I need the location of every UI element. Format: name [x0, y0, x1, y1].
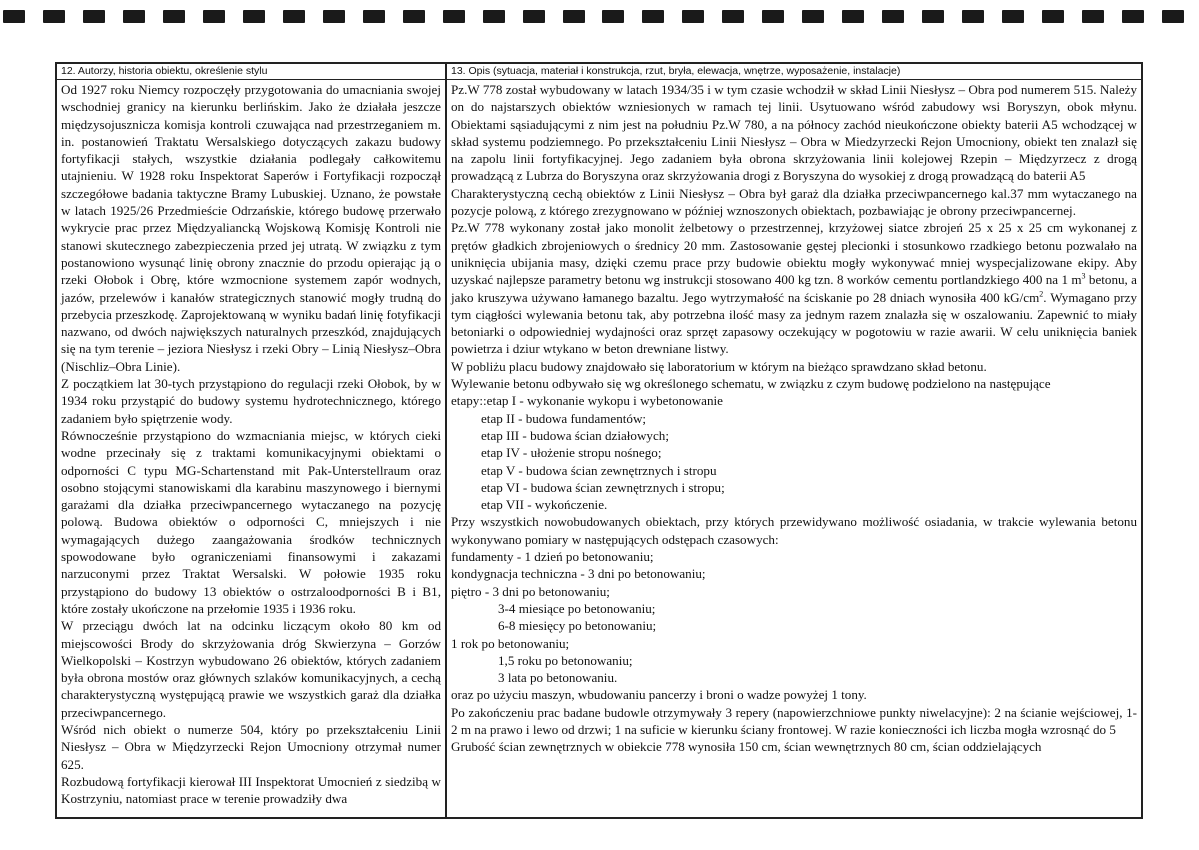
- history-paragraph: Od 1927 roku Niemcy rozpoczęły przygotowania do umacniania swojej wschodniej granicy na kierunku berlińskim. Jako że działała jeszcze międzysojusznicza komisja kontroli czuwająca nad przestrzeganiem m. in. postanowień Traktatu Wersalskiego dotyczących zakazu budowy fortyfikacji stałych, wszystkie działania podlegały całkowitemu utajnieniu. W 1928 roku Inspektorat Saperów i Fortyfikacji rozpoczął szczegółowe badania taktyczne Bramy Lubuskiej. Uznano, że powstałe w latach 1925/26 Przedmieście Odrzańskie, którego budowę przerwało wykrycie prac przez Międzyaliancką Wojskową Komisję Kontroli nie stanowi skutecznego zabezpieczenia przed jej utratą. W związku z tym postanowiono wysunąć linię obrony znacznie do przodu opierając ją o rzeki Ołobok i Obrę, które wzmocnione systemem zapór wodnych, jazów, przelewów i kanałów strategicznych stanowić mogły trudną do przebycia przeszkodę. Zaprojektowaną w wyniku badań linię fotyfikacji nazwano, od dwóch największych naturalnych przeszkód, znajdujących się na tym terenie – jeziora Niesłysz i rzeki Obry – Linią Niesłysz–Obra (Nischliz–Obra Linie).: [61, 82, 441, 374]
- stage-item: etap II - budowa fundamentów;: [481, 410, 647, 426]
- superscript-cubed: 3: [1081, 271, 1086, 281]
- timing-item: 3 lata po betonowaniu.: [498, 670, 618, 686]
- description-paragraph: Wylewanie betonu odbywało się wg określonego schematu, w związku z czym budowę podzielono na następujące: [451, 376, 1051, 392]
- binding-hole: [203, 10, 225, 23]
- measurement-timings: [451, 548, 1137, 686]
- binding-hole: [722, 10, 744, 23]
- binding-hole: [602, 10, 624, 23]
- binding-strip: [0, 10, 1199, 23]
- description-header: 13. Opis (sytuacja, materiał i konstrukcja, rzut, bryła, elewacja, wnętrze, wyposażenie, instalacje): [447, 64, 1141, 80]
- description-paragraph: oraz po użyciu maszyn, wbudowaniu pancerzy i broni o wadze powyżej 1 tony.: [451, 687, 867, 703]
- binding-hole: [83, 10, 105, 23]
- description-paragraph: W pobliżu placu budowy znajdowało się laboratorium w którym na bieżąco sprawdzano skład betonu.: [451, 358, 987, 374]
- binding-hole: [443, 10, 465, 23]
- binding-hole: [682, 10, 704, 23]
- history-column: [57, 64, 447, 817]
- concrete-paragraph: Pz.W 778 wykonany został jako monolit żelbetowy o przestrzennej, krzyżowej siatce zbrojeń 25 x 25 x 25 cm wykonanej z prętów gładkich zbrojeniowych o średnicy 20 mm. Zastosowanie gęstej plecionki i stosunkowo rzadkiego betonu pozwalało na uniknięcia ubijania masy, dzięki czemu prace przy budowie obiektu mogły wykonywać mniej wyspecjalizowane ekipy. Aby uzyskać najlepsze parametry betonu wg instrukcji stosowano 400 kg tzn. 8 worków cementu portlandzkiego 400 na 1 $m^3$ betonu, a jako kruszywa używano łamanego bazaltu. Jego wytrzymałość na ściskanie po 28 dniach wynosiła 400 $kG/cm^2$. Wymagano przy tym ciągłości wylewania betonu tak, aby potrzebna ilość masy za jednym razem znalazła się w oszalowaniu. Zapewnić to miały betoniarki o odpowiedniej wydajności oraz sprzęt zapasowy oczekujący w pogotowiu w razie awarii. W celu uniknięcia baniek powietrza i dziur wtykano w beton drewniane listwy.: [451, 220, 1137, 357]
- binding-hole: [363, 10, 385, 23]
- binding-hole: [642, 10, 664, 23]
- binding-hole: [483, 10, 505, 23]
- binding-hole: [802, 10, 824, 23]
- timing-item: 6-8 miesięcy po betonowaniu;: [498, 618, 657, 634]
- description-body: [447, 80, 1141, 756]
- timing-item: 1 rok po betonowaniu;: [451, 635, 570, 651]
- binding-hole: [882, 10, 904, 23]
- binding-hole: [523, 10, 545, 23]
- binding-hole: [43, 10, 65, 23]
- timing-item: kondygnacja techniczna - 3 dni po betonowaniu;: [451, 566, 706, 582]
- binding-hole: [283, 10, 305, 23]
- timing-item: 1,5 roku po betonowaniu;: [498, 652, 633, 668]
- stage-item: etap VII - wykończenie.: [481, 497, 608, 513]
- binding-hole: [123, 10, 145, 23]
- binding-hole: [1082, 10, 1104, 23]
- stage-intro: etapy::etap I - wykonanie wykopu i wybetonowanie: [451, 393, 723, 409]
- stage-item: etap III - budowa ścian działowych;: [481, 427, 669, 443]
- description-column: [447, 64, 1141, 817]
- description-paragraph: Pz.W 778 został wybudowany w latach 1934/35 i w tym czasie wchodził w skład Linii Niesłysz – Obra pod numerem 515. Należy on do najstarszych obiektów wzniesionych w ramach tej linii. Usytuowano wśród zabudowy wsi Boryszyn, obok młynu. Obiektami sąsiadującymi z nim jest na południu Pz.W 780, a na północy zachód nieukończone obiekty baterii A5 wchodzącej w skład systemu podziemnego. Po przekształceniu Linii Niesłysz – Obra w Miedzyrzecki Rejon Umocniony, obiekt ten znalazł się na zapolu linii fortyfikacyjnej. Jego zadaniem była obrona skrzyżowania linii kolejowej Rzepin – Międzyrzecz z drogą prowadzącą z Lubrza do Boryszyna oraz skrzyżowania drogi z Boryszyna do wysokiej z drogą prowadzącą do baterii A5: [451, 82, 1137, 184]
- description-paragraph: Po zakończeniu prac badane budowle otrzymywały 3 repery (napowierzchniowe punkty niwelacyjne): 2 na ścianie wejściowej, 1-2 m na prawo i lewo od drzwi; 1 na suficie w kierunku ściany frontowej. W razie konieczności ich liczba mogła wzrosnąć do 5: [451, 704, 1137, 737]
- binding-hole: [403, 10, 425, 23]
- form-table: [55, 62, 1143, 819]
- description-paragraph: Charakterystyczną cechą obiektów z Linii Niesłysz – Obra był garaż dla działka przeciwpancernego kal.37 mm wytaczanego na pozycje polową, z którego zrezygnowano w później wznoszonych obiektach, pozbawiając je obrony przeciwpancernej.: [451, 185, 1137, 219]
- history-paragraph: Z początkiem lat 30-tych przystąpiono do regulacji rzeki Ołobok, by w 1934 roku przystąpić do budowy systemu hydrotechnicznego, którego zadaniem było spiętrzenie wody.: [61, 376, 441, 426]
- timing-item: fundamenty - 1 dzień po betonowaniu;: [451, 549, 654, 565]
- binding-hole: [163, 10, 185, 23]
- settlement-intro: Przy wszystkich nowobudowanych obiektach, przy których przewidywano możliwość osiadania, w trakcie wylewania betonu wykonywano pomiary w następujących odstępach czasowych:: [451, 514, 1137, 547]
- history-paragraph: W przeciągu dwóch lat na odcinku liczącym około 80 km od miejscowości Brody do skrzyżowania dróg Skwierzyna – Gorzów Wielkopolski – Kostrzyn wybudowano 26 obiektów, których zadaniem była obrona mostów oraz głównych szlaków komunikacyjnych, a cechą charakterystyczną występującą prawie we wszystkich garaż dla działka przeciwpancernego.: [61, 618, 441, 720]
- binding-hole: [1002, 10, 1024, 23]
- history-header: 12. Autorzy, historia obiektu, określenie stylu: [57, 64, 445, 80]
- binding-hole: [762, 10, 784, 23]
- stage-item: etap V - budowa ścian zewnętrznych i stropu: [481, 462, 717, 478]
- binding-hole: [922, 10, 944, 23]
- binding-hole: [1042, 10, 1064, 23]
- history-paragraph: Równocześnie przystąpiono do wzmacniania miejsc, w których cieki wodne przecinały się z traktami komunikacyjnymi obiektami o odporności C typu MG-Schartenstand mit Pak-Unterstellraum oraz osobno stojącymi stanowiskami dla karabinu maszynowego i biernymi garażami dla działka przeciwpancernego wytaczanego na pozycję polową. Budowa obiektów o odporności C, mniejszych i nie wymagających dużego zaangażowania środków technicznych spowodowane było ograniczeniami finansowymi i zakazami narzuconymi przez Traktat Wersalski. W połowie 1935 roku przystąpiono do budowy 13 obiektów o ostrzaloodporności B i B1, które zostały ukończone na przełomie 1935 i 1936 roku.: [61, 427, 441, 616]
- binding-hole: [962, 10, 984, 23]
- binding-hole: [1162, 10, 1184, 23]
- superscript-squared: 2: [1039, 289, 1044, 299]
- construction-stages: [451, 392, 1137, 513]
- binding-hole: [842, 10, 864, 23]
- description-paragraph: Grubość ścian zewnętrznych w obiekcie 778 wynosiła 150 cm, ścian wewnętrznych 80 cm, ścian oddzielających: [451, 739, 1042, 755]
- history-paragraph: Wśród nich obiekt o numerze 504, który po przekształceniu Linii Niesłysz – Obra w Międzyrzecki Rejon Umocniony otrzymał numer 625.: [61, 721, 441, 772]
- binding-hole: [243, 10, 265, 23]
- stage-item: etap IV - ułożenie stropu nośnego;: [481, 445, 662, 461]
- history-paragraph: Rozbudową fortyfikacji kierował III Inspektorat Umocnień z siedzibą w Kostrzyniu, natomiast prace w terenie prowadziły dwa: [61, 773, 441, 807]
- binding-hole: [1122, 10, 1144, 23]
- binding-hole: [563, 10, 585, 23]
- history-body: [57, 80, 445, 807]
- timing-item: piętro - 3 dni po betonowaniu;: [451, 583, 610, 599]
- stage-item: etap VI - budowa ścian zewnętrznych i stropu;: [481, 479, 725, 495]
- binding-hole: [323, 10, 345, 23]
- timing-item: 3-4 miesiące po betonowaniu;: [498, 600, 656, 616]
- binding-hole: [3, 10, 25, 23]
